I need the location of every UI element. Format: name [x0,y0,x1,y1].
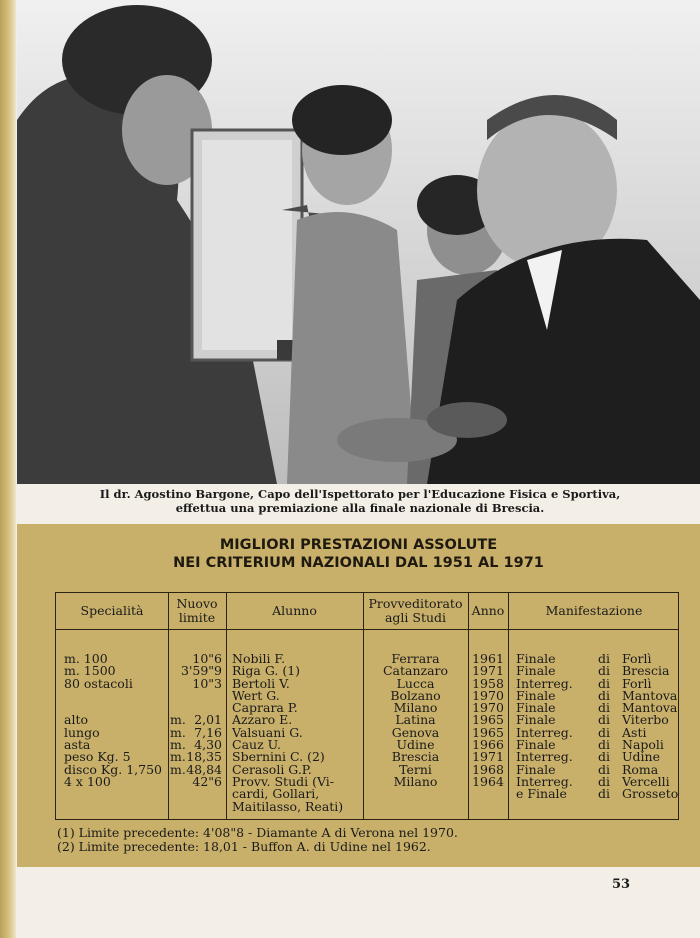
cell-anno: 1961 [472,651,504,666]
cell-city: Viterbo [622,712,669,728]
cell-manif: Finale [516,663,556,679]
header-divider [56,629,678,630]
cell-city: Mantova [622,687,678,703]
cell-manif: Finale [516,737,556,753]
column-specialita [64,653,162,813]
cell-spec: alto [64,712,88,728]
cell-di: di [598,651,610,666]
cell-val: 42"6 [192,773,222,789]
cell-alunno: Caprara P. [232,700,298,716]
cell-manif: Interreg. [516,749,573,765]
cell-spec: disco Kg. 1,750 [64,761,162,777]
cell-di: di [598,737,610,753]
cell-anno: 1958 [472,675,504,691]
footnote-2: (2) Limite precedente: 18,01 - Buffon A. di Udine nel 1962. [57,839,431,854]
cell-val: 10"3 [192,675,222,691]
cell-val: 2,01 [194,712,222,728]
column-citta [622,653,678,813]
cell-anno [468,801,508,813]
table-title-line-2: NEI CRITERIUM NAZIONALI DAL 1951 AL 1971 [173,555,544,571]
header-nuovo: Nuovo [176,596,218,611]
cell-city: Forlì [622,675,652,691]
cell-provv: Bolzano [390,687,441,703]
header-anno: Anno [471,603,505,618]
cell-city: Mantova [622,700,678,716]
cell-val: 3'59"9 [181,663,222,679]
cell-spec [64,801,162,813]
cell-anno: 1971 [472,749,504,765]
cell-city: Asti [622,724,647,740]
cell-provv: Genova [391,724,440,740]
cell-di: di [598,749,610,765]
cell-manif: Interreg. [516,773,573,789]
photo-illustration [17,0,700,484]
cell-alunno: Nobili F. [232,651,286,666]
column-provveditorato [363,653,468,813]
caption-line-1: Il dr. Agostino Bargone, Capo dell'Ispettorato per l'Educazione Fisica e Sportiva, [99,487,621,501]
cell-di: di [598,773,610,789]
cell-manif: Interreg. [516,724,573,740]
header-alunno: Alunno [272,603,317,618]
cell-di: di [598,700,610,716]
cell-alunno: Valsuani G. [232,724,303,740]
cell-spec: lungo [64,724,100,740]
cell-val: 18,35 [186,749,222,765]
header-manifestazione: Manifestazione [545,603,643,618]
cell-manif: e Finale [516,786,567,802]
records-panel [17,524,700,867]
cell-alunno: Maitilasso, Reati) [232,798,344,814]
cell-alunno: Sbernini C. (2) [232,749,325,765]
header-nuovo-limite [168,597,226,625]
cell-city: Grosseto [622,786,679,802]
cell-spec [64,788,162,800]
cell-provv: Lucca [396,675,435,691]
cell-alunno: Wert G. [232,687,280,703]
cell-city: Brescia [622,663,670,679]
cell-anno: 1966 [472,737,504,753]
cell-alunno: cardi, Gollari, [232,786,320,802]
cell-anno: 1965 [472,712,504,728]
cell-manif: Finale [516,761,556,777]
cell-provv [363,801,468,813]
cell-provv: Brescia [391,749,440,765]
footnote-1: (1) Limite precedente: 4'08"8 - Diamante A di Verona nel 1970. [57,825,458,840]
cell-val: 7,16 [194,724,222,740]
cell-di: di [598,724,610,740]
cell-val [176,788,222,800]
header-provveditorato-2: agli Studi [384,610,447,625]
cell-city: Udine [622,749,660,765]
cell-alunno: Riga G. (1) [232,663,301,679]
cell-provv: Terni [399,761,432,777]
column-di [598,653,610,813]
cell-alunno: Azzaro E. [232,712,293,728]
cell-city: Roma [622,761,659,777]
cell-provv: Udine [396,737,435,753]
cell-manif: Interreg. [516,675,573,691]
header-provveditorato-1: Provveditorato [368,596,463,611]
book-spine [0,0,16,938]
cell-city: Napoli [622,737,664,753]
cell-anno: 1964 [472,773,504,789]
cell-di: di [598,675,610,691]
cell-manif [516,801,573,813]
cell-spec [64,690,162,702]
cell-pref: m. [170,737,186,753]
cell-provv: Milano [393,773,438,789]
cell-manif: Finale [516,700,556,716]
cell-spec: 4 x 100 [64,773,111,789]
column-divider [508,593,509,819]
cell-provv: Milano [393,700,438,716]
column-anno [468,653,508,813]
cell-manif: Finale [516,651,556,666]
cell-city: Forlì [622,651,652,666]
cell-alunno: Cauz U. [232,737,281,753]
award-photo [17,0,700,484]
cell-anno: 1970 [472,700,504,716]
cell-di: di [598,663,610,679]
table-title [17,536,700,572]
cell-di [598,801,610,813]
photo-caption [60,487,660,515]
header-provveditorato [363,597,468,625]
cell-spec: asta [64,737,91,753]
caption-line-2: effettua una premiazione alla finale nazionale di Brescia. [175,501,545,515]
footnotes [57,826,458,854]
cell-manif: Finale [516,687,556,703]
cell-di: di [598,712,610,728]
cell-provv: Ferrara [391,651,440,666]
cell-pref: m. [170,724,186,740]
cell-di: di [598,761,610,777]
cell-anno: 1971 [472,663,504,679]
column-nuovo-limite [176,653,222,813]
cell-alunno: Bertoli V. [232,675,290,691]
records-table [55,592,679,820]
cell-alunno: Cerasoli G.P. [232,761,312,777]
cell-spec: m. 1500 [64,663,116,679]
cell-pref: m. [170,712,186,728]
cell-di: di [598,786,610,802]
column-divider [168,593,169,819]
cell-spec: m. 100 [64,651,108,666]
cell-spec: peso Kg. 5 [64,749,131,765]
column-manifestazione [516,653,573,813]
page-number: 53 [612,877,631,892]
table-title-line-1: MIGLIORI PRESTAZIONI ASSOLUTE [219,537,498,553]
cell-anno: 1970 [472,687,504,703]
cell-val [176,690,222,702]
cell-manif: Finale [516,712,556,728]
cell-pref: m. [170,761,186,777]
cell-val: 4,30 [194,737,222,753]
cell-city [622,801,678,813]
cell-provv: Catanzaro [382,663,449,679]
cell-city: Vercelli [622,773,670,789]
cell-val: 48,84 [186,761,222,777]
cell-provv: Latina [395,712,436,728]
cell-di: di [598,687,610,703]
cell-alunno: Provv. Studi (Vi- [232,773,335,789]
cell-spec: 80 ostacoli [64,675,133,691]
header-specialita: Specialità [80,603,144,618]
column-alunno [232,653,343,813]
cell-val: 10"6 [192,651,222,666]
cell-pref: m. [170,749,186,765]
header-limite: limite [178,610,216,625]
cell-anno: 1968 [472,761,504,777]
column-divider [226,593,227,819]
cell-val [176,801,222,813]
cell-anno: 1965 [472,724,504,740]
